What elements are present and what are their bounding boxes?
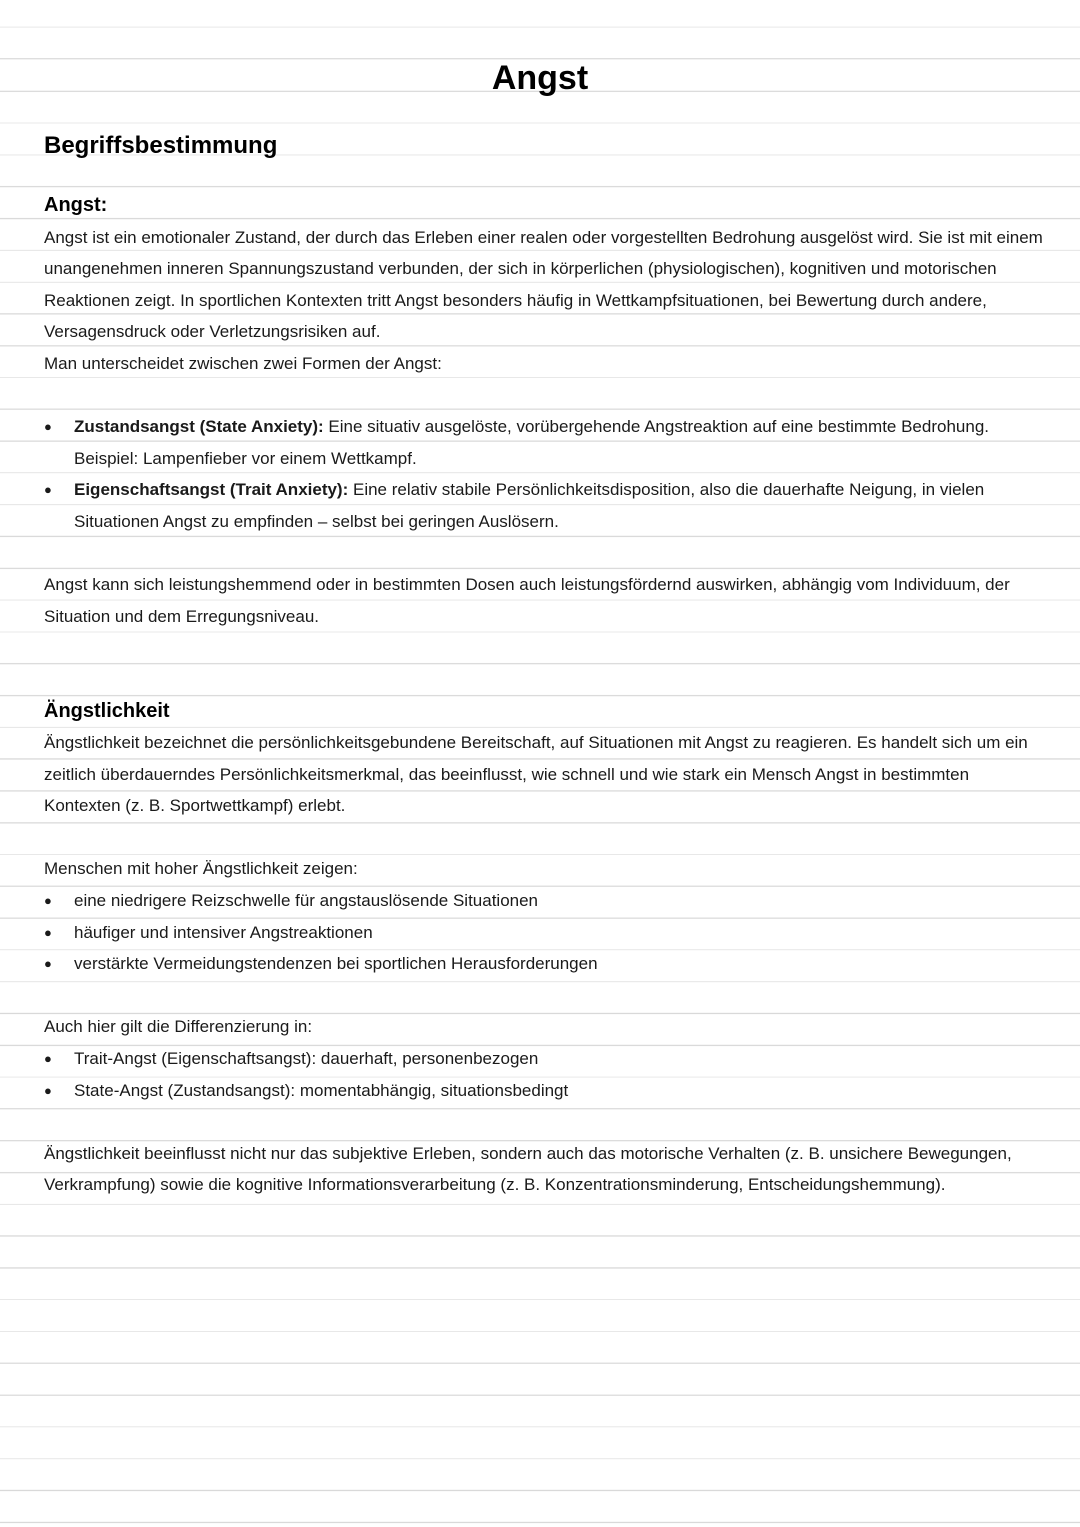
aengstlichkeit-conclusion-paragraph: Ängstlichkeit beeinflusst nicht nur das subjektive Erleben, sondern auch das motorische Verhalten (z. B. unsichere Bewegungen, Verkrampfung) sowie die kognitive Informationsverarbeitung (z. B. Konzentrationsminderung, Entscheidungshemmung). (44, 1143, 1012, 1195)
list-item: ● State-Angst (Zustandsangst): momentabhängig, situationsbedingt (44, 1075, 1044, 1107)
subheading-angst: Angst: (44, 194, 108, 216)
definition-state-anxiety: Eine situativ ausgelöste, vorübergehende Angstreaktion auf eine bestimmte Bedrohung. Beispiel: Lampenfieber vor einem Wettkampf. (74, 417, 990, 468)
forms-intro: Man unterscheidet zwischen zwei Formen der Angst: (44, 353, 442, 373)
list-item (44, 474, 1044, 537)
section-heading-aengstlichkeit: Ängstlichkeit (44, 699, 170, 722)
list-item: ● verstärkte Vermeidungstendenzen bei sportlichen Herausforderungen (44, 948, 1044, 980)
anxiety-forms-list (44, 411, 1044, 537)
angst-definition-paragraph: Angst ist ein emotionaler Zustand, der durch das Erleben einer realen oder vorgestellten Bedrohung ausgelöst wird. Sie ist mit einem unangenehmen inneren Spannungszustand verbunden, der sich in körperlichen (physiologischen), kognitiven und motorischen Reaktionen zeigt. In sportlichen Kontexten tritt Angst besonders häufig in Wettkampfsituationen, bei Bewertung durch andere, Versagensdruck oder Verletzungsrisiken auf. (44, 227, 1043, 342)
differentiation-list (44, 1043, 1044, 1106)
document-body (44, 126, 1044, 1201)
definition-trait-anxiety: Eine relativ stabile Persönlichkeitsdisposition, also die dauerhafte Neigung, in vielen Situationen Angst zu empfinden – selbst bei geringen Auslösern. (74, 480, 985, 531)
list-item: ● eine niedrigere Reizschwelle für angstauslösende Situationen (44, 885, 1044, 917)
list-item: ● Trait-Angst (Eigenschaftsangst): dauerhaft, personenbezogen (44, 1043, 1044, 1075)
section-heading-begriffsbestimmung: Begriffsbestimmung (44, 132, 278, 159)
term-state-anxiety: Zustandsangst (State Anxiety): (74, 417, 324, 437)
aengstlichkeit-definition-paragraph: Ängstlichkeit bezeichnet die persönlichkeitsgebundene Bereitschaft, auf Situationen mit Angst zu reagieren. Es handelt sich um ein zeitlich überdauerndes Persönlichkeitsmerkmal, das beeinflusst, wie schnell und wie stark ein Mensch Angst in bestimmten Kontexten (z. B. Sportwettkampf) erlebt. (44, 733, 1028, 816)
traits-intro: Menschen mit hoher Ängstlichkeit zeigen: (44, 859, 358, 879)
list-item: ● häufiger und intensiver Angstreaktionen (44, 917, 1044, 949)
term-trait-anxiety: Eigenschaftsangst (Trait Anxiety): (74, 480, 349, 500)
traits-list (44, 885, 1044, 980)
page-title: Angst (491, 59, 589, 97)
list-item (44, 411, 1044, 474)
angst-conclusion-paragraph: Angst kann sich leistungshemmend oder in bestimmten Dosen auch leistungsfördernd auswirken, abhängig vom Individuum, der Situation und dem Erregungsniveau. (44, 575, 1010, 626)
differentiation-intro: Auch hier gilt die Differenzierung in: (44, 1017, 313, 1037)
